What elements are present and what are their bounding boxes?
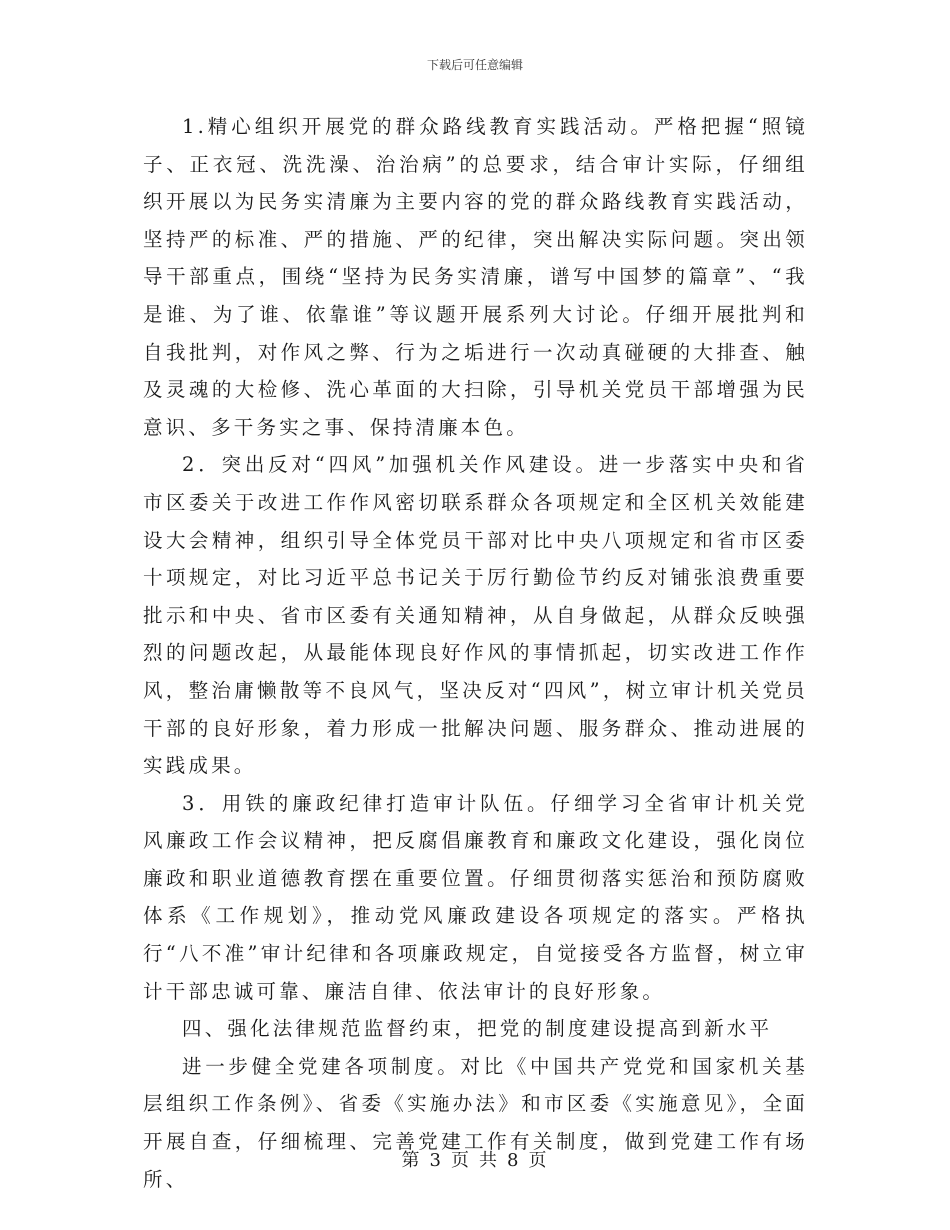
paragraph-improve-party-systems: 进一步健全党建各项制度。对比《中国共产党党和国家机关基层组织工作条例》、省委《实施办法》和市区委《实施意见》，全面开展自查，仔细梳理、完善党建工作有关制度，做到党建工作有场所、 (143, 1054, 808, 1191)
page-footer (0, 1146, 950, 1172)
paragraph-integrity-discipline: 3．用铁的廉政纪律打造审计队伍。仔细学习全省审计机关党风廉政工作会议精神，把反腐倡廉教育和廉政文化建设，强化岗位廉政和职业道德教育摆在重要位置。仔细贯彻落实惩治和预防腐败体系《工作规划》，推动党风廉政建设各项规定的落实。严格执行“八不准”审计纪律和各项廉政规定，自觉接受各方监督，树立审计干部忠诚可靠、廉洁自律、依法审计的良好形象。 (143, 791, 808, 1003)
section-heading-four: 四、强化法律规范监督约束，把党的制度建设提高到新水平 (182, 1017, 773, 1041)
total-page-count: 8 (507, 1150, 521, 1171)
page-prefix: 第 (401, 1150, 422, 1171)
total-unit: 页 (528, 1150, 549, 1171)
current-page-number: 3 (429, 1150, 443, 1171)
total-prefix: 共 (479, 1150, 499, 1171)
paragraph-oppose-four-styles: 2．突出反对“四风”加强机关作风建设。进一步落实中央和省市区委关于改进工作作风密切联系群众各项规定和全区机关效能建设大会精神，组织引导全体党员干部对比中央八项规定和省市区委十项规定，对比习近平总书记关于厉行勤俭节约反对铺张浪费重要批示和中央、省市区委有关通知精神，从自身做起，从群众反映强烈的问题改起，从最能体现良好作风的事情抓起，切实改进工作作风，整治庸懒散等不良风气，坚决反对“四风”，树立审计机关党员干部的良好形象，着力形成一批解决问题、服务群众、推动进展的实践成果。 (143, 453, 808, 778)
document-body (143, 108, 808, 1198)
paragraph-party-line-education: 1.精心组织开展党的群众路线教育实践活动。严格把握“照镜子、正衣冠、洗洗澡、治治病”的总要求，结合审计实际，仔细组织开展以为民务实清廉为主要内容的党的群众路线教育实践活动，坚持严的标准、严的措施、严的纪律，突出解决实际问题。突出领导干部重点，围绕“坚持为民务实清廉，谱写中国梦的篇章”、“我是谁、为了谁、依靠谁”等议题开展系列大讨论。仔细开展批判和自我批判，对作风之弊、行为之垢进行一次动真碰硬的大排查、触及灵魂的大检修、洗心革面的大扫除，引导机关党员干部增强为民意识、多干务实之事、保持清廉本色。 (143, 115, 808, 439)
page-unit: 页 (451, 1150, 471, 1171)
page-header: 下载后可任意编辑 (426, 58, 523, 72)
